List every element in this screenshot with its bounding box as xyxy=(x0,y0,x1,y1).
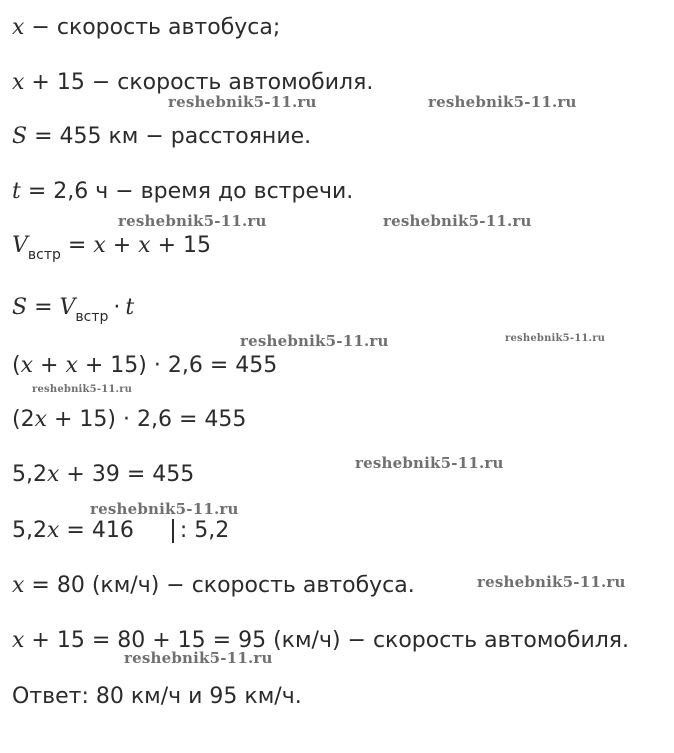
text: 5,2 xyxy=(12,518,47,543)
var-x: x xyxy=(65,353,78,378)
var-x: x xyxy=(12,628,25,653)
division-note: : 5,2 xyxy=(179,518,230,543)
watermark: reshebnik5-11.ru xyxy=(383,212,532,230)
watermark: reshebnik5-11.ru xyxy=(355,454,504,472)
var-x: x xyxy=(12,70,25,95)
line-equation-4 xyxy=(12,517,229,545)
line-car-speed-result xyxy=(12,627,629,655)
line-distance-formula xyxy=(12,294,134,324)
watermark: reshebnik5-11.ru xyxy=(118,212,267,230)
dot-operator: · xyxy=(113,295,121,320)
var-x: x xyxy=(12,573,25,598)
text: (2 xyxy=(12,407,35,432)
var-t: t xyxy=(125,295,135,320)
answer-text: Ответ: 80 км/ч и 95 км/ч. xyxy=(12,684,302,709)
watermark: reshebnik5-11.ru xyxy=(428,93,577,111)
text: + 39 = 455 xyxy=(59,462,195,487)
var-x: x xyxy=(93,233,106,258)
text: + xyxy=(105,233,139,258)
text: = xyxy=(27,295,60,320)
line-time xyxy=(12,178,353,206)
text: + 15 xyxy=(150,233,211,258)
subscript: встр xyxy=(75,309,109,325)
text: = 80 (км/ч) − скорость автобуса. xyxy=(24,573,415,598)
line-meeting-speed xyxy=(12,232,211,262)
var-x: x xyxy=(34,407,48,432)
watermark: reshebnik5-11.ru xyxy=(240,332,389,350)
division-bar xyxy=(172,519,174,543)
text: = xyxy=(60,233,94,258)
var-x: x xyxy=(47,462,60,487)
text: ( xyxy=(12,353,21,378)
text: + 15 = 80 + 15 = 95 (км/ч) − скорость автомобиля. xyxy=(24,628,630,653)
watermark: reshebnik5-11.ru xyxy=(32,384,133,395)
line-bus-speed-result xyxy=(12,572,415,600)
watermark: reshebnik5-11.ru xyxy=(124,649,273,667)
var-x: x xyxy=(138,233,151,258)
text: = 455 км − расстояние. xyxy=(27,124,312,149)
var-x: x xyxy=(47,518,60,543)
line-variable-bus xyxy=(12,14,280,42)
line-equation-1 xyxy=(12,352,277,380)
text: 5,2 xyxy=(12,462,47,487)
var-x: x xyxy=(12,15,25,40)
text: + xyxy=(33,353,66,378)
watermark: reshebnik5-11.ru xyxy=(477,573,626,591)
line-equation-2 xyxy=(12,406,246,434)
var-s: S xyxy=(12,295,28,320)
text: + 15) · 2,6 = 455 xyxy=(47,407,247,432)
text: − скорость автобуса; xyxy=(24,15,281,40)
line-distance xyxy=(12,123,311,151)
watermark: reshebnik5-11.ru xyxy=(90,500,239,518)
subscript: встр xyxy=(27,247,61,263)
watermark: reshebnik5-11.ru xyxy=(505,333,606,344)
var-v: V xyxy=(59,295,76,320)
watermark: reshebnik5-11.ru xyxy=(168,93,317,111)
text: + 15 − скорость автомобиля. xyxy=(24,70,374,95)
var-t: t xyxy=(12,179,21,204)
text: + 15) · 2,6 = 455 xyxy=(77,353,278,378)
text: = 416 xyxy=(59,518,134,543)
line-equation-3 xyxy=(12,461,194,489)
line-answer xyxy=(12,683,302,711)
var-x: x xyxy=(20,353,34,378)
var-s: S xyxy=(12,124,28,149)
text: = 2,6 ч − время до встречи. xyxy=(20,179,354,204)
var-v: V xyxy=(12,233,28,258)
